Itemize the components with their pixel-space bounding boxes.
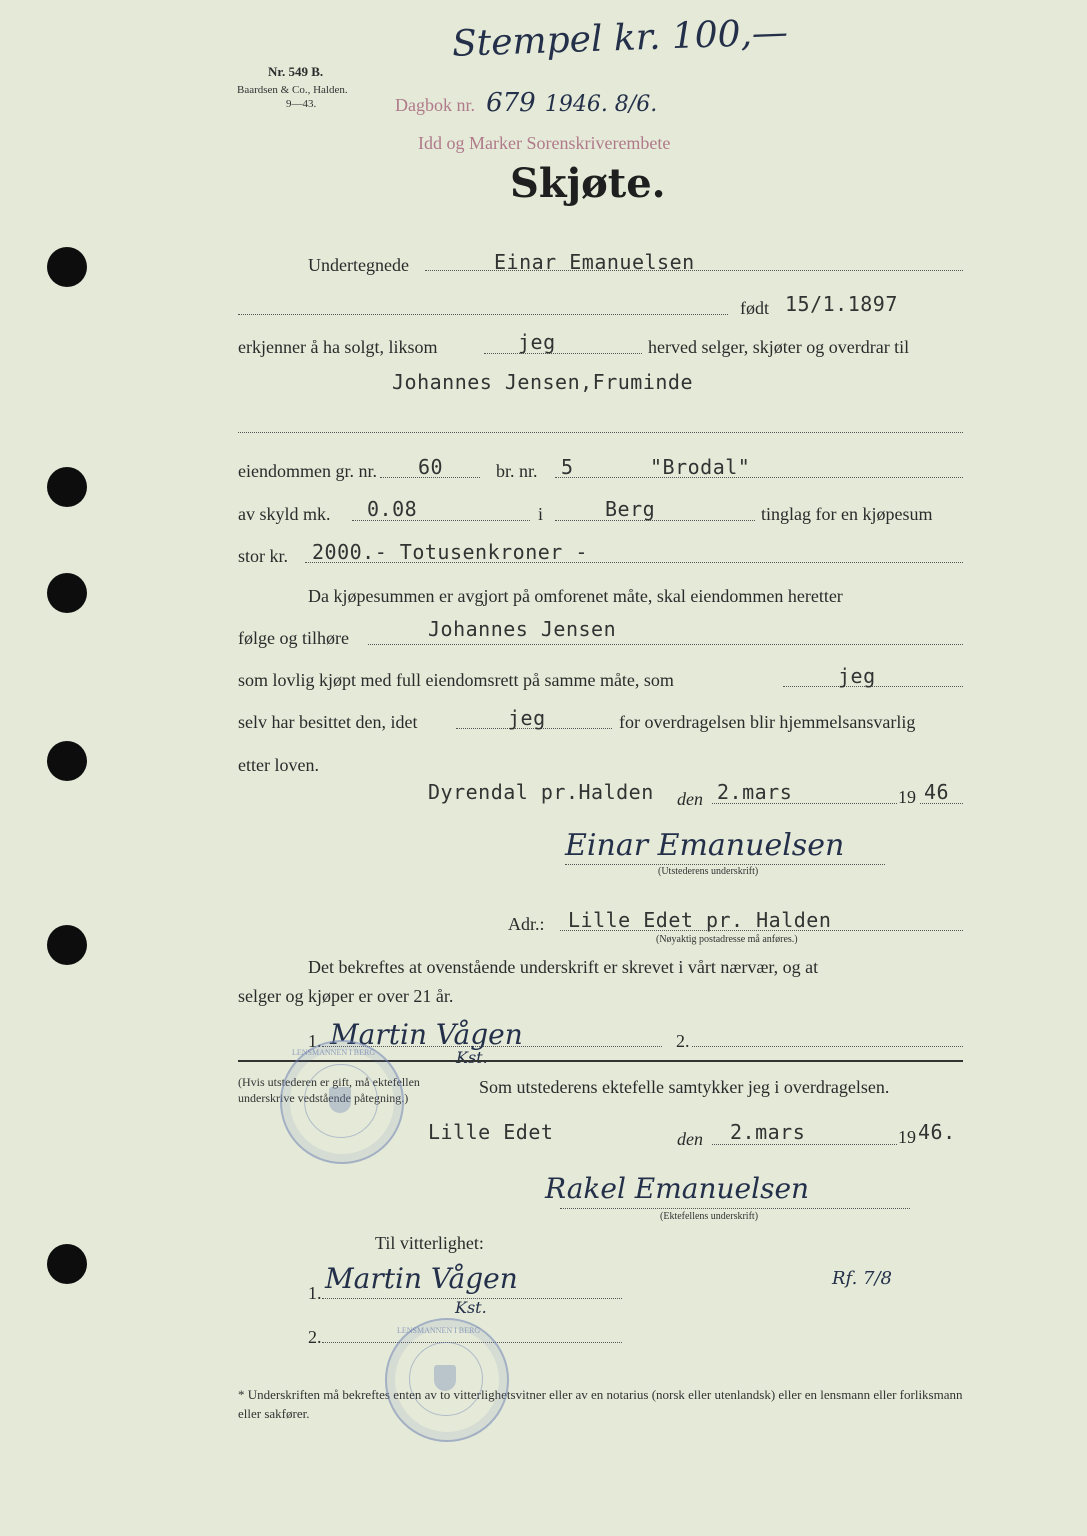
vitness-1-signature: Martin Vågen: [325, 1262, 518, 1295]
punch-hole-1: [47, 247, 87, 287]
punch-hole-6: [47, 1244, 87, 1284]
spouse-caption: (Ektefellens underskrift): [660, 1211, 759, 1222]
witness-label: Til vitterlighet:: [375, 1233, 484, 1253]
confirm-text-2: selger og kjøper er over 21 år.: [238, 986, 454, 1006]
spouse-date-dots: [712, 1144, 897, 1145]
footnote: [238, 1385, 963, 1423]
witness-2-number: 2.: [676, 1031, 690, 1051]
witness-1-title: Kst.: [456, 1048, 488, 1067]
acknowledge-text: erkjenner å ha solgt, liksom: [238, 337, 438, 357]
printer-name: Baardsen & Co., Halden.: [237, 84, 348, 96]
spouse-consent: Som utstederens ektefelle samtykker jeg i overdragelsen.: [479, 1077, 890, 1097]
date-den-label: den: [677, 789, 703, 809]
official-seal-2-text: LENSMANNEN I BERG: [397, 1326, 481, 1335]
journal-label: Dagbok nr.: [395, 95, 475, 115]
punch-hole-3: [47, 573, 87, 613]
tax-value: 0.08: [367, 497, 418, 521]
blank-line-dots: [238, 432, 963, 433]
confirm-text-1: Det bekreftes at ovenstående underskrift er skrevet i vårt nærvær, og at: [308, 957, 819, 977]
official-seal-1-text: LENSMANNEN I BERG: [292, 1048, 376, 1057]
document-title: Skjøte.: [510, 160, 666, 207]
punch-hole-2: [47, 467, 87, 507]
undersigned-label: Undertegnede: [308, 255, 409, 275]
witness-1-number: 1.: [308, 1031, 322, 1051]
belong-dots: [368, 644, 963, 645]
district-text: tinglag for en kjøpesum: [761, 504, 933, 524]
witness-1-signature: Martin Vågen: [330, 1018, 523, 1051]
sells-text: herved selger, skjøter og overdrar til: [648, 337, 910, 357]
address-caption: (Nøyaktig postadresse må anføres.): [656, 934, 798, 945]
footnote-text: * Underskriften må bekreftes enten av to vitterlighetsvitner eller av en notarius (norsk eller utenlandsk) eller en lensmann eller forliksmann eller sakfører.: [238, 1387, 963, 1421]
buyer-name: Johannes Jensen: [428, 617, 617, 641]
spouse-signature-line: [560, 1208, 910, 1209]
journal-year-date: 1946. 8/6.: [544, 92, 658, 117]
spouse-signature: Rakel Emanuelsen: [545, 1172, 810, 1205]
vitness-2-number: 2.: [308, 1327, 322, 1347]
born-date: 15/1.1897: [785, 292, 898, 316]
witness-2-dots: [692, 1046, 963, 1047]
spouse-year-prefix: 19: [898, 1127, 916, 1147]
official-seal-2-shield: [434, 1365, 456, 1391]
punch-hole-4: [47, 741, 87, 781]
born-label: født: [740, 298, 769, 318]
br-nr: 5: [561, 455, 574, 479]
official-seal-1-shield: [329, 1087, 351, 1113]
official-seal-1: [280, 1040, 404, 1164]
place: Dyrendal pr.Halden: [428, 780, 654, 804]
br-label: br. nr.: [496, 461, 538, 481]
address: Lille Edet pr. Halden: [568, 908, 832, 932]
spouse-date: 2.mars: [730, 1120, 806, 1144]
seller-caption: (Utstederens underskrift): [658, 866, 759, 877]
law-text: etter loven.: [238, 755, 319, 775]
seller-name: Einar Emanuelsen: [494, 250, 695, 274]
initials: Rf. 7/8: [832, 1268, 892, 1289]
stamp-fee-note: Stempel kr. 100,—: [451, 12, 789, 65]
print-date: 9—43.: [286, 98, 317, 110]
vitness-1-title: Kst.: [455, 1298, 487, 1317]
lawful-text: som lovlig kjøpt med full eiendomsrett på samme måte, som: [238, 670, 674, 690]
born-leading-dots: [238, 314, 728, 315]
seller-signature-line: [565, 864, 885, 865]
journal-number: 679: [486, 88, 536, 118]
pronoun-dots-1: [484, 353, 642, 354]
in-label: i: [538, 504, 544, 524]
year: 46: [924, 780, 950, 804]
spouse-year: 46.: [918, 1120, 956, 1144]
spouse-place: Lille Edet: [428, 1120, 554, 1144]
spouse-note-text: (Hvis utstederen er gift, må ektefellen underskrive vedstående påtegning.): [238, 1075, 420, 1105]
buyer-full: Johannes Jensen,Fruminde: [392, 370, 693, 394]
property-label: eiendommen gr. nr.: [238, 461, 377, 481]
tax-label: av skyld mk.: [238, 504, 331, 524]
seller-signature: Einar Emanuelsen: [565, 828, 845, 863]
form-number: Nr. 549 B.: [268, 64, 324, 79]
gr-nr: 60: [418, 455, 444, 479]
official-seal-2: [385, 1318, 509, 1442]
amount-label: stor kr.: [238, 546, 289, 566]
pronoun-1: jeg: [518, 330, 556, 354]
spouse-den-label: den: [677, 1129, 703, 1149]
amount-value: 2000.- Totusenkroner -: [312, 540, 588, 564]
year-prefix: 19: [898, 787, 916, 807]
journal-stamp: [395, 88, 657, 118]
br-nr-dots: [555, 477, 963, 478]
vitness-1-number: 1.: [308, 1283, 322, 1303]
date: 2.mars: [717, 780, 793, 804]
owned-text: selv har besittet den, idet: [238, 712, 418, 732]
office-stamp: Idd og Marker Sorenskriverembete: [418, 133, 671, 153]
pronoun-3: jeg: [508, 706, 546, 730]
property-name: "Brodal": [650, 455, 751, 479]
punch-hole-5: [47, 925, 87, 965]
address-label: Adr.:: [508, 914, 545, 934]
parish: Berg: [605, 497, 656, 521]
paragraph-1: Da kjøpesummen er avgjort på omforenet måte, skal eiendommen heretter: [308, 586, 843, 606]
pronoun-2: jeg: [838, 664, 876, 688]
liable-text: for overdragelsen blir hjemmelsansvarlig: [619, 712, 916, 732]
belong-label: følge og tilhøre: [238, 628, 349, 648]
